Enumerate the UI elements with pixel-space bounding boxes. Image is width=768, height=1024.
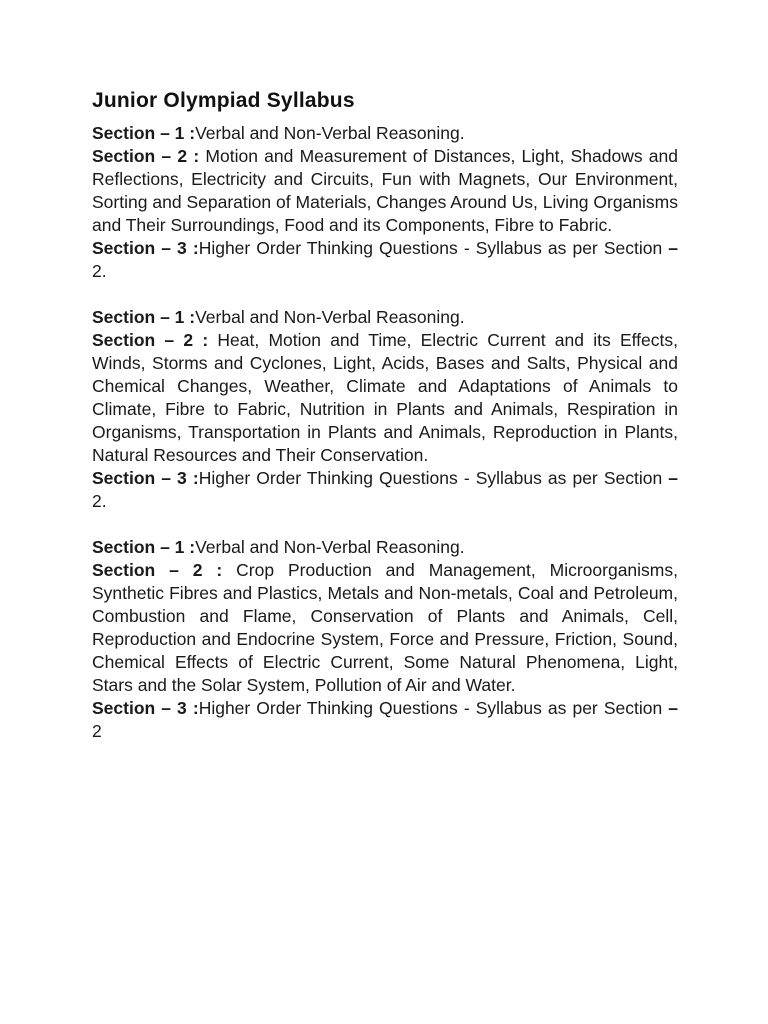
section-label-text: Section – 2 : (92, 560, 223, 580)
syllabus-blocks (92, 122, 678, 743)
syllabus-block-1 (92, 122, 678, 283)
syllabus-paragraph (92, 697, 678, 743)
section-body-text: Verbal and Non-Verbal Reasoning. (195, 537, 465, 557)
section-label-text: – (668, 698, 678, 718)
syllabus-paragraph (92, 237, 678, 283)
syllabus-paragraph (92, 559, 678, 697)
section-label-text: – (668, 238, 678, 258)
section-label-text: Section – 1 : (92, 123, 196, 143)
section-body-text: Higher Order Thinking Questions - Syllabus as per Section (198, 238, 669, 258)
syllabus-paragraph (92, 536, 678, 559)
section-body-text: Higher Order Thinking Questions - Syllabus as per Section (198, 698, 669, 718)
document-title: Junior Olympiad Syllabus (92, 89, 355, 112)
section-body-text: Verbal and Non-Verbal Reasoning. (195, 123, 465, 143)
section-body-text: Motion and Measurement of Distances, Light, Shadows and Reflections, Electricity and Circuits, Fun with Magnets, Our Environment, Sorting and Separation of Materials, Changes Around Us, Living Organisms and Their Surroundings, Food and its Components, Fibre to Fabric. (92, 146, 678, 235)
section-label-text: Section – 1 : (92, 537, 196, 557)
section-body-text: 2 (92, 721, 102, 741)
syllabus-paragraph (92, 329, 678, 467)
syllabus-paragraph (92, 145, 678, 237)
section-body-text: Heat, Motion and Time, Electric Current and its Effects, Winds, Storms and Cyclones, Light, Acids, Bases and Salts, Physical and Chemical Changes, Weather, Climate and Adaptations of Animals to Climate, Fibre to Fabric, Nutrition in Plants and Animals, Respiration in Organisms, Transportation in Plants and Animals, Reproduction in Plants, Natural Resources and Their Conservation. (92, 330, 678, 465)
section-label-text: – (668, 468, 678, 488)
section-label-text: Section – 3 : (92, 698, 199, 718)
syllabus-paragraph (92, 122, 678, 145)
syllabus-block-3 (92, 536, 678, 743)
section-label-text: Section – 3 : (92, 238, 199, 258)
section-body-text: 2. (92, 491, 107, 511)
section-label-text: Section – 2 : (92, 330, 209, 350)
section-body-text: 2. (92, 261, 107, 281)
section-body-text: Crop Production and Management, Microorganisms, Synthetic Fibres and Plastics, Metals and Non-metals, Coal and Petroleum, Combustion and Flame, Conservation of Plants and Animals, Cell, Reproduction and Endocrine System, Force and Pressure, Friction, Sound, Chemical Effects of Electric Current, Some Natural Phenomena, Light, Stars and the Solar System, Pollution of Air and Water. (92, 560, 678, 695)
section-label-text: Section – 2 : (92, 146, 200, 166)
syllabus-paragraph (92, 467, 678, 513)
section-label-text: Section – 1 : (92, 307, 196, 327)
syllabus-paragraph (92, 306, 678, 329)
section-label-text: Section – 3 : (92, 468, 199, 488)
section-body-text: Higher Order Thinking Questions - Syllabus as per Section (198, 468, 669, 488)
syllabus-block-2 (92, 306, 678, 513)
section-body-text: Verbal and Non-Verbal Reasoning. (195, 307, 465, 327)
